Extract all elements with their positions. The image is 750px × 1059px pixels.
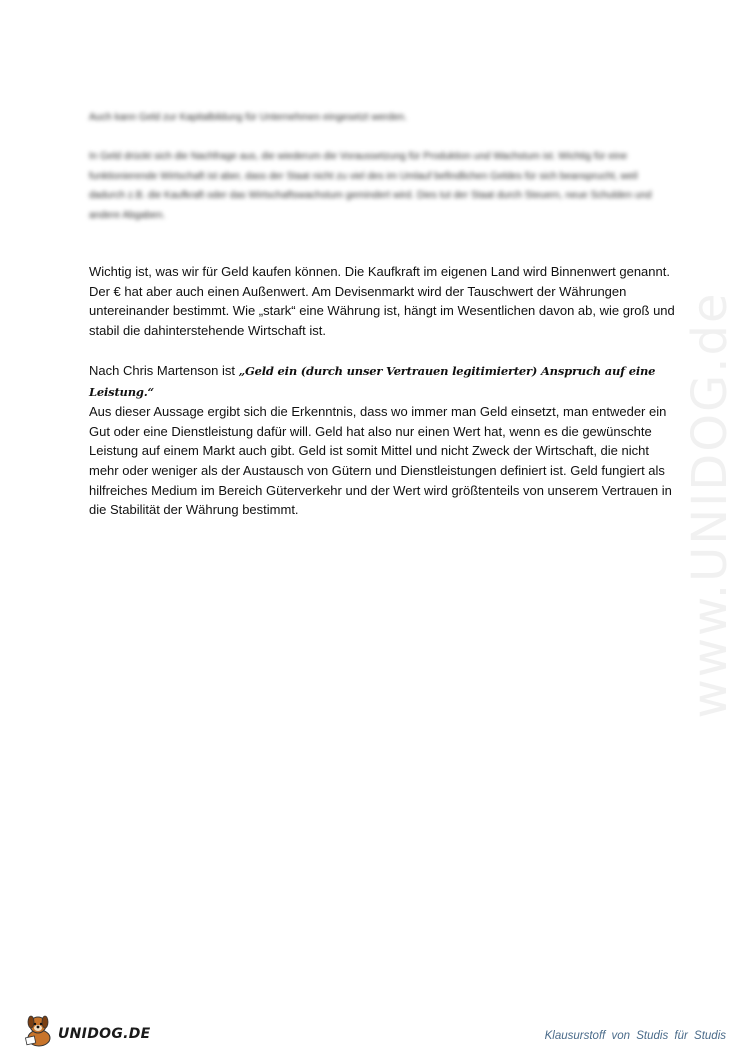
paragraph-martenson — [89, 361, 679, 520]
martenson-quote: „Geld ein (durch unser Vertrauen legitimierter) Anspruch auf eine Leistung.“ — [89, 364, 656, 399]
paragraph-kaufkraft: Wichtig ist, was wir für Geld kaufen können. Die Kaufkraft im eigenen Land wird Binnenwert genannt. Der € hat aber auch einen Außenwert. Am Devisenmarkt wird der Tauschwert der Währungen untereinander bestimmt. Wie „stark“ eine Währung ist, hängt im Wesentlichen davon ab, wie groß und stabil die dahinterstehende Wirtschaft ist. — [89, 264, 675, 338]
martenson-intro: Nach Chris Martenson ist — [89, 363, 239, 378]
footer-tagline: Klausurstoff von Studis für Studis — [544, 1030, 726, 1042]
blurred-paragraph: Auch kann Geld zur Kapitalbildung für Unternehmen eingesetzt werden. — [89, 112, 407, 123]
dog-mascot-icon — [22, 1012, 56, 1048]
logo-text: UNIDOG.DE — [58, 1026, 151, 1042]
unidog-logo — [22, 1012, 151, 1048]
blurred-paragraph: In Geld drückt sich die Nachfrage aus, die wiederum die Voraussetzung für Produktion und Wachstum ist. Wichtig für eine funktionierende Wirtschaft ist aber, dass der Staat nicht zu viel des im Umlauf befindlichen Geldes für sich beansprucht, weil dadurch z.B. die Kaufkraft oder das Wirtschaftswachstum gemindert wird. Dies tut der Staat durch Steuern, neue Schulden und andere Abgaben. — [89, 151, 652, 221]
watermark: www.UNIDOG.de — [682, 291, 738, 719]
martenson-body: Aus dieser Aussage ergibt sich die Erkenntnis, dass wo immer man Geld einsetzt, man entweder ein Gut oder eine Dienstleistung dafür will. Geld hat also nur einen Wert hat, wenn es die gewünschte Leistung auf einem Markt auch gibt. Geld ist somit Mittel und nicht Zweck der Wirtschaft, die nicht mehr oder weniger als der Austausch von Gütern und Dienstleistungen definiert ist. Geld fungiert als hilfreiches Medium im Bereich Güterverkehr und der Wert wird größtenteils von unserem Vertrauen in die Stabilität der Währung bestimmt. — [89, 404, 672, 518]
